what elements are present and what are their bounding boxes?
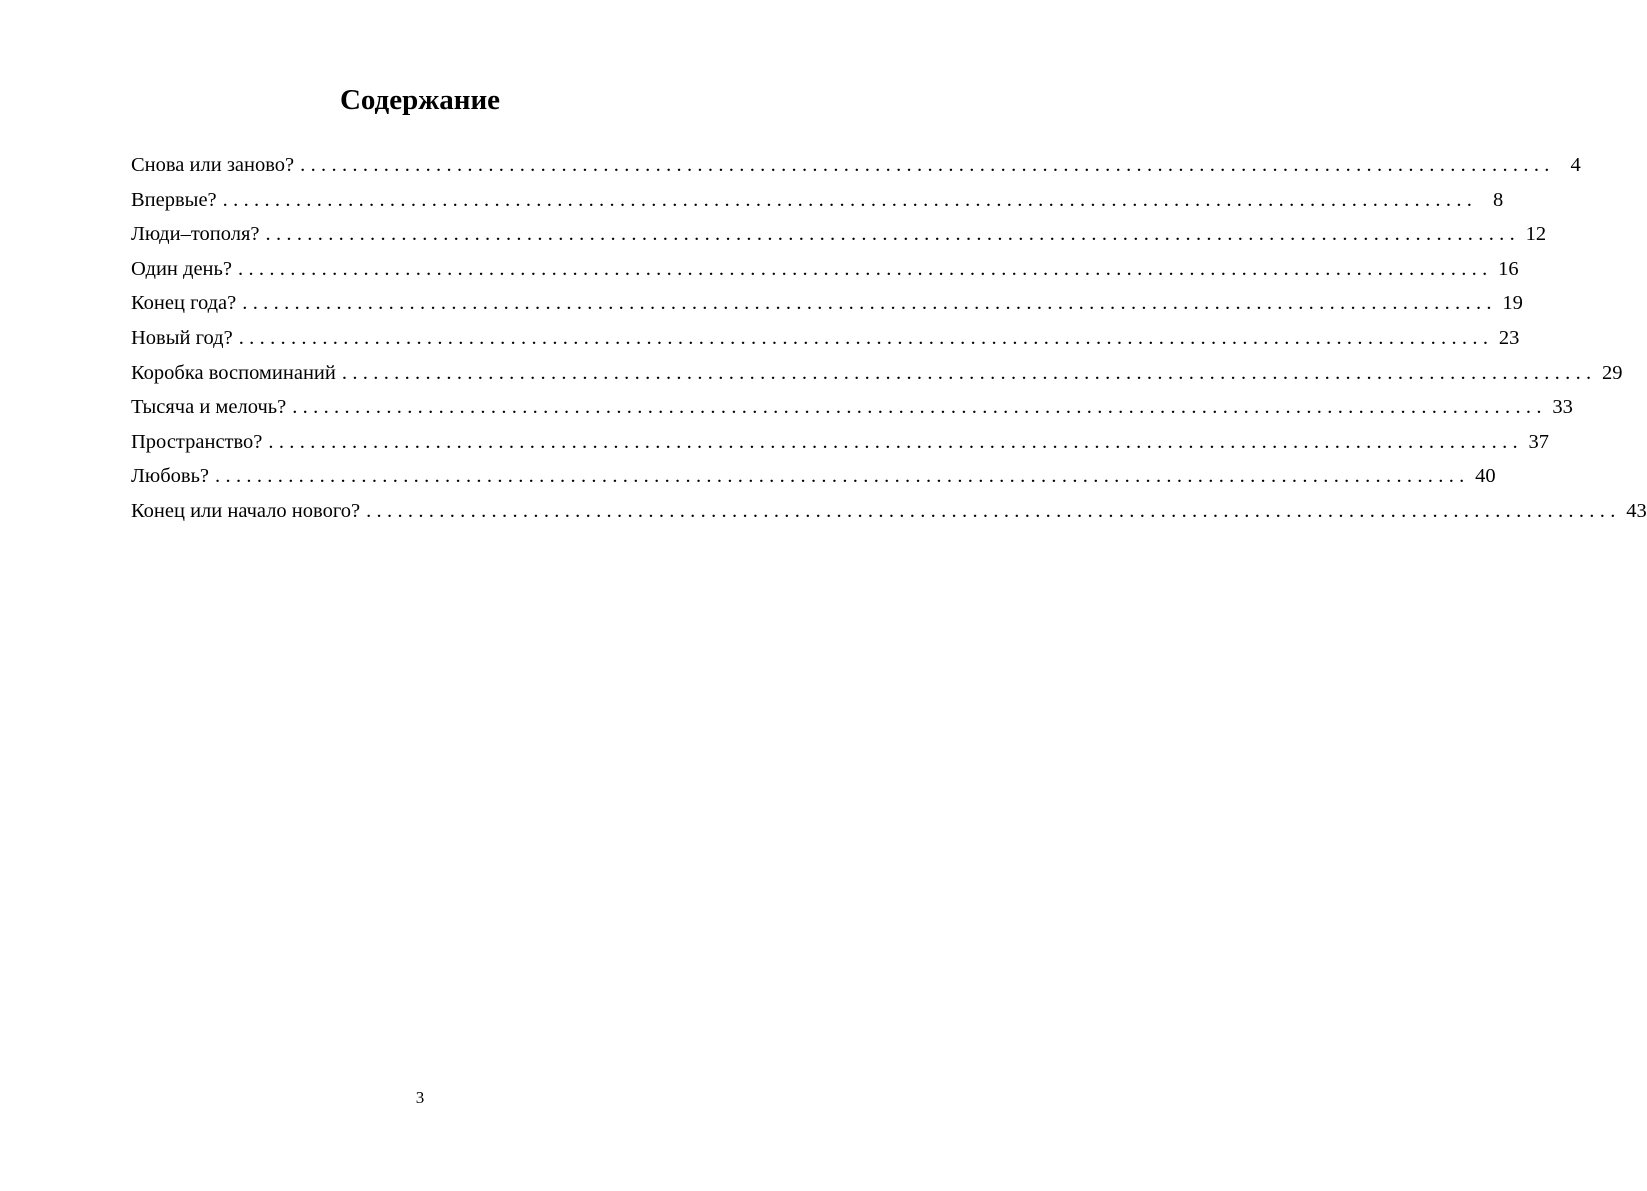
- toc-entry-page: 23: [1498, 326, 1520, 349]
- toc-entry-page: 40: [1475, 465, 1496, 488]
- toc-entry: [131, 459, 1496, 494]
- dot-leader: ........................................................................................................................: [268, 430, 1523, 453]
- toc-entry-label: Впервые?: [131, 188, 217, 211]
- table-of-contents: [131, 148, 1647, 529]
- toc-entry-label: Новый год?: [131, 326, 233, 349]
- dot-leader: ........................................................................................................................: [265, 223, 1521, 246]
- dot-leader: ........................................................................................................................: [242, 292, 1497, 315]
- toc-entry-page: 19: [1502, 292, 1523, 315]
- toc-entry-label: Один день?: [131, 257, 232, 280]
- page-title: Содержание: [339, 84, 501, 116]
- page-number: 3: [415, 1088, 425, 1107]
- toc-entry-label: Снова или заново?: [131, 154, 295, 176]
- toc-entry: [131, 321, 1520, 356]
- toc-entry-page: 37: [1528, 430, 1549, 453]
- toc-entry-page: 12: [1525, 223, 1547, 246]
- toc-entry-page: 33: [1552, 396, 1573, 419]
- toc-entry-label: Люди–тополя?: [131, 223, 260, 246]
- dot-leader: ........................................................................................................................: [341, 361, 1597, 384]
- dot-leader: ........................................................................................................................: [215, 465, 1470, 488]
- toc-entry-label: Любовь?: [131, 465, 210, 488]
- dot-leader: ........................................................................................................................: [300, 154, 1555, 176]
- toc-entry-page: 29: [1601, 361, 1623, 384]
- toc-entry: [131, 425, 1549, 460]
- dot-leader: ........................................................................................................................: [238, 326, 1494, 349]
- toc-entry-page: 8: [1493, 188, 1504, 211]
- toc-entry-page: 43: [1626, 499, 1647, 522]
- toc-entry: [131, 494, 1647, 529]
- dot-leader: ........................................................................................................................: [237, 257, 1493, 280]
- toc-entry: [131, 390, 1573, 425]
- toc-entry: [131, 252, 1519, 287]
- toc-entry-page: 16: [1498, 257, 1519, 280]
- toc-entry-page: 4: [1570, 154, 1581, 176]
- toc-entry-label: Пространство?: [131, 430, 263, 453]
- toc-entry: [131, 356, 1623, 391]
- toc-entry: [131, 286, 1523, 321]
- toc-entry: [131, 148, 1581, 183]
- toc-entry-label: Коробка воспоминаний: [131, 361, 336, 384]
- toc-entry-label: Конец года?: [131, 292, 237, 315]
- dot-leader: ........................................................................................................................: [222, 188, 1478, 211]
- toc-entry: [131, 217, 1547, 252]
- dot-leader: ........................................................................................................................: [292, 396, 1547, 419]
- toc-entry-label: Тысяча и мелочь?: [131, 396, 287, 419]
- toc-entry-label: Конец или начало нового?: [131, 499, 361, 522]
- toc-entry: [131, 183, 1504, 218]
- dot-leader: ........................................................................................................................: [366, 499, 1621, 522]
